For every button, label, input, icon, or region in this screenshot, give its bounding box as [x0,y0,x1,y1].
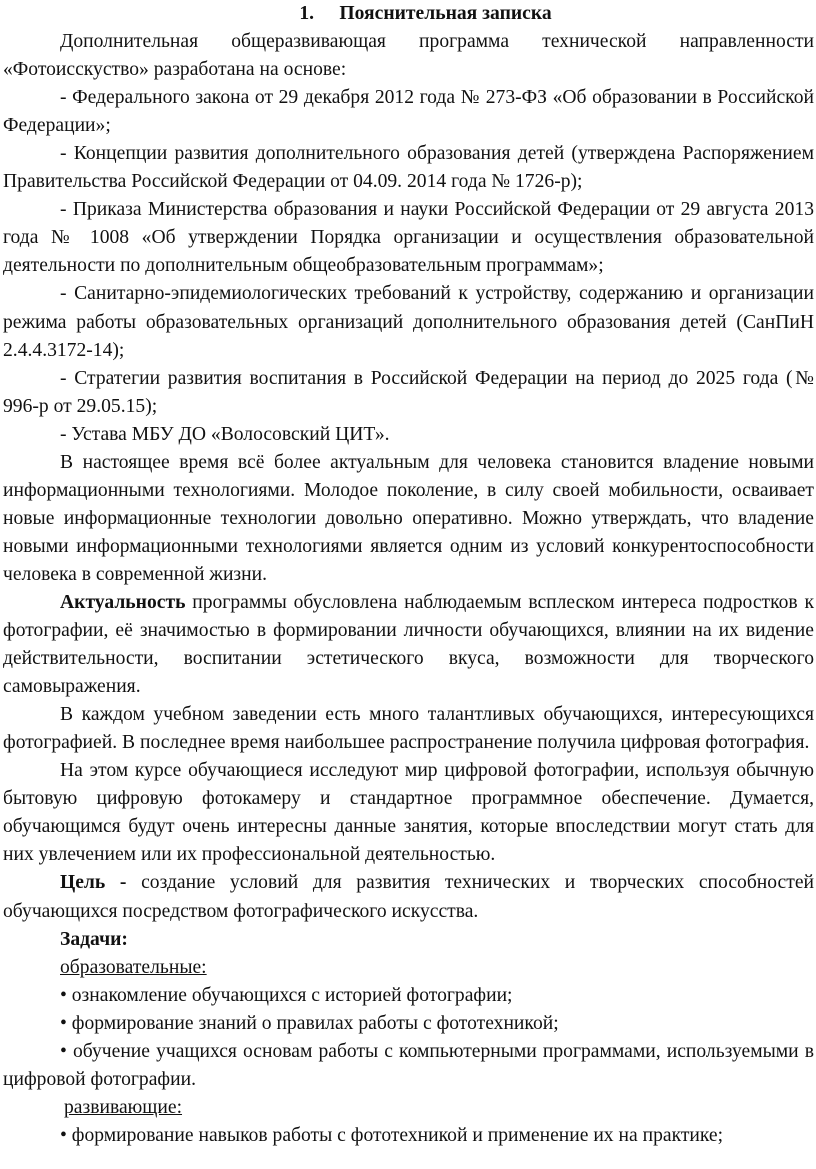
tasks-heading: Задачи: [60,928,128,950]
educational-task: • ознакомление обучающихся с историей фотографии; [60,984,513,1006]
basis-item: - Концепции развития дополнительного образования детей (утверждена Распоряжением Правительства Российской Федерации от 04.09. 2014 года № 1726-р); [3,143,814,193]
basis-item: - Санитарно-эпидемиологических требований к устройству, содержанию и организации режима работы образовательных организаций дополнительного образования детей (СанПиН 2.4.4.3172-14); [3,283,814,361]
section-title [3,0,814,28]
basis-item: - Приказа Министерства образования и науки Российской Федерации от 29 августа 2013 года № 1008 «Об утверждении Порядка организации и осуществления образовательной деятельности по дополнительным общеобразовательным программам»; [3,199,814,277]
educational-task: • обучение учащихся основам работы с компьютерными программами, используемыми в цифровой фотографии. [3,1040,814,1090]
modern-paragraph: В настоящее время всё более актуальным для человека становится владение новыми информационными технологиями. Молодое поколение, в силу своей мобильности, осваивает новые информационные технологии довольно оперативно. Можно утверждать, что владение новыми информационными технологиями является одним из условий конкурентоспособности человека в современной жизни. [3,451,814,585]
course-paragraph: На этом курсе обучающиеся исследуют мир цифровой фотографии, используя обычную бытовую цифровую фотокамеру и стандартное программное обеспечение. Думается, обучающимся будут очень интересны данные занятия, которые впоследствии могут стать для них увлечением или их профессиональной деятельностью. [3,760,814,866]
educational-label: образовательные: [60,956,207,978]
goal-label: Цель - [60,872,127,894]
section-number: 1. [299,3,315,24]
basis-item: - Устава МБУ ДО «Волосовский ЦИТ». [60,423,390,445]
relevance-paragraph [3,589,814,701]
goal-paragraph [3,869,814,925]
basis-item: - Стратегии развития воспитания в Российской Федерации на период до 2025 года (№ 996-р от 29.05.15); [3,367,814,417]
developing-task: • формирование навыков работы с фототехникой и применение их на практике; [60,1124,724,1146]
goal-text: создание условий для развития технических и творческих способностей обучающихся посредством фотографического искусства. [3,872,814,922]
intro-paragraph: Дополнительная общеразвивающая программа технической направленности «Фотоисскуство» разработана на основе: [3,31,814,81]
developing-label: развивающие: [64,1096,183,1118]
educational-task: • формирование знаний о правилах работы с фототехникой; [60,1012,559,1034]
basis-item: - Федерального закона от 29 декабря 2012 года № 273-ФЗ «Об образовании в Российской Федерации»; [3,87,814,137]
talent-paragraph: В каждом учебном заведении есть много талантливых обучающихся, интересующихся фотографией. В последнее время наибольшее распространение получила цифровая фотография. [3,704,814,754]
relevance-label: Актуальность [60,591,186,613]
relevance-text: программы обусловлена наблюдаемым всплеском интереса подростков к фотографии, её значимостью в формировании личности обучающихся, влиянии на их видение действительности, воспитании эстетического вкуса, возможности для творческого самовыражения. [3,591,814,698]
section-title-text: Пояснительная записка [339,3,552,24]
